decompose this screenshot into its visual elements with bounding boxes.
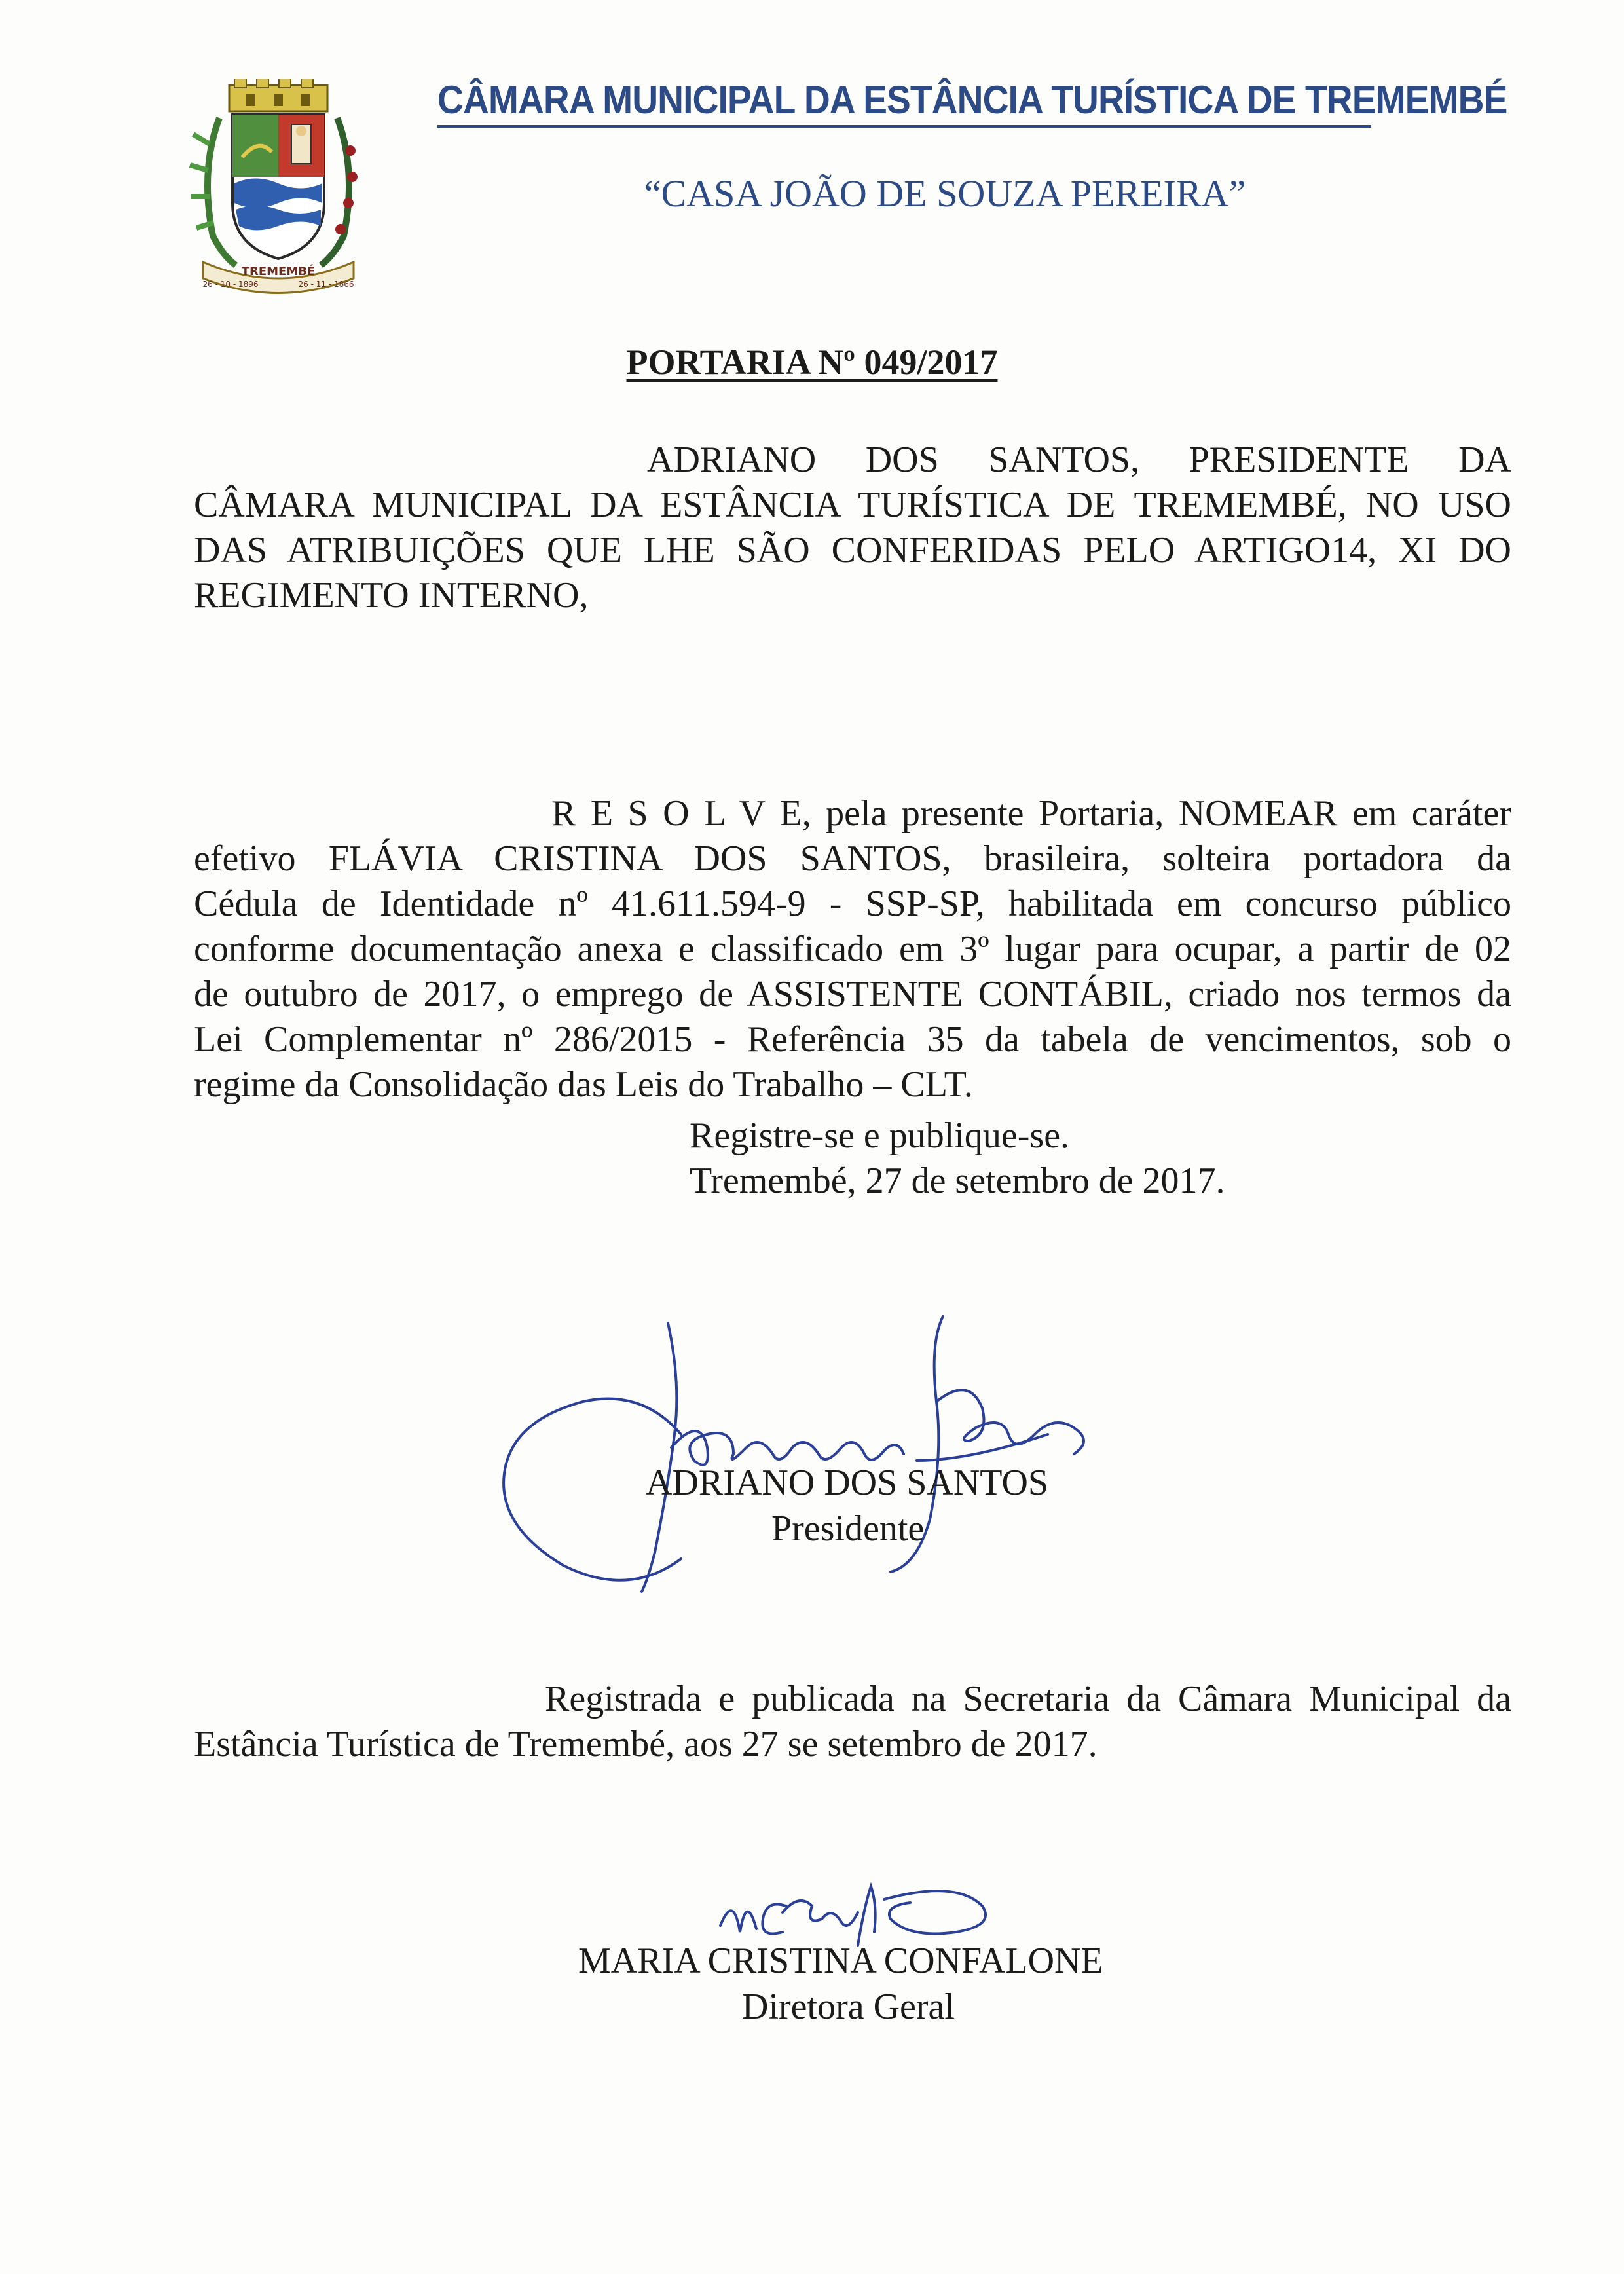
signatory-2-name: MARIA CRISTINA CONFALONE [578,1941,1103,1981]
house-name: “CASA JOÃO DE SOUZA PEREIRA” [644,172,1246,215]
signatory-1-role: Presidente [771,1508,925,1549]
resolve-line: R E S O L V E, pela presente Portaria, NOMEAR em caráter [551,793,1511,834]
place-date-text: Tremembé, 27 de setembro de 2017. [690,1161,1225,1201]
chamber-name: CÂMARA MUNICIPAL DA ESTÂNCIA TURÍSTICA DE TREMEMBÉ [437,77,1371,128]
resolve-line: de outubro de 2017, o emprego de ASSISTENTE CONTÁBIL, criado nos termos da [194,974,1511,1015]
signatory-2-role: Diretora Geral [742,1986,955,2027]
registered-paragraph [194,1677,1511,1767]
crest-banner-text: TREMEMBÉ [241,265,316,278]
president-signature [485,1303,1153,1605]
crest-date-right: 26 - 11 - 1866 [298,280,354,289]
resolve-line: Lei Complementar nº 286/2015 - Referência 35 da tabela de vencimentos, sob o [194,1019,1511,1060]
register-publish-text: Registre-se e publique-se. [690,1115,1070,1156]
intro-line: DAS ATRIBUIÇÕES QUE LHE SÃO CONFERIDAS PELO ARTIGO14, XI DO [194,530,1511,570]
resolve-line: efetivo FLÁVIA CRISTINA DOS SANTOS, brasileira, solteira portadora da [194,838,1511,879]
intro-line: REGIMENTO INTERNO, [194,575,589,616]
intro-line: CÂMARA MUNICIPAL DA ESTÂNCIA TURÍSTICA DE TREMEMBÉ, NO USO [194,485,1511,525]
document-title: PORTARIA Nº 049/2017 [626,343,998,382]
crest-date-left: 26 - 10 - 1896 [202,280,259,289]
municipal-crest-logo [183,79,373,301]
intro-paragraph [194,438,1511,618]
resolve-line: regime da Consolidação das Leis do Trabalho – CLT. [194,1064,973,1105]
signatory-1-name: ADRIANO DOS SANTOS [646,1463,1049,1503]
resolve-paragraph [194,791,1511,1108]
intro-line: ADRIANO DOS SANTOS, PRESIDENTE DA [647,439,1511,480]
registered-line: Estância Turística de Tremembé, aos 27 se setembro de 2017. [194,1724,1098,1764]
registered-line: Registrada e publicada na Secretaria da Câmara Municipal da [545,1679,1511,1719]
resolve-line: conforme documentação anexa e classificado em 3º lugar para ocupar, a partir de 02 [194,929,1511,969]
resolve-line: Cédula de Identidade nº 41.611.594-9 - SSP-SP, habilitada em concurso público [194,884,1511,924]
